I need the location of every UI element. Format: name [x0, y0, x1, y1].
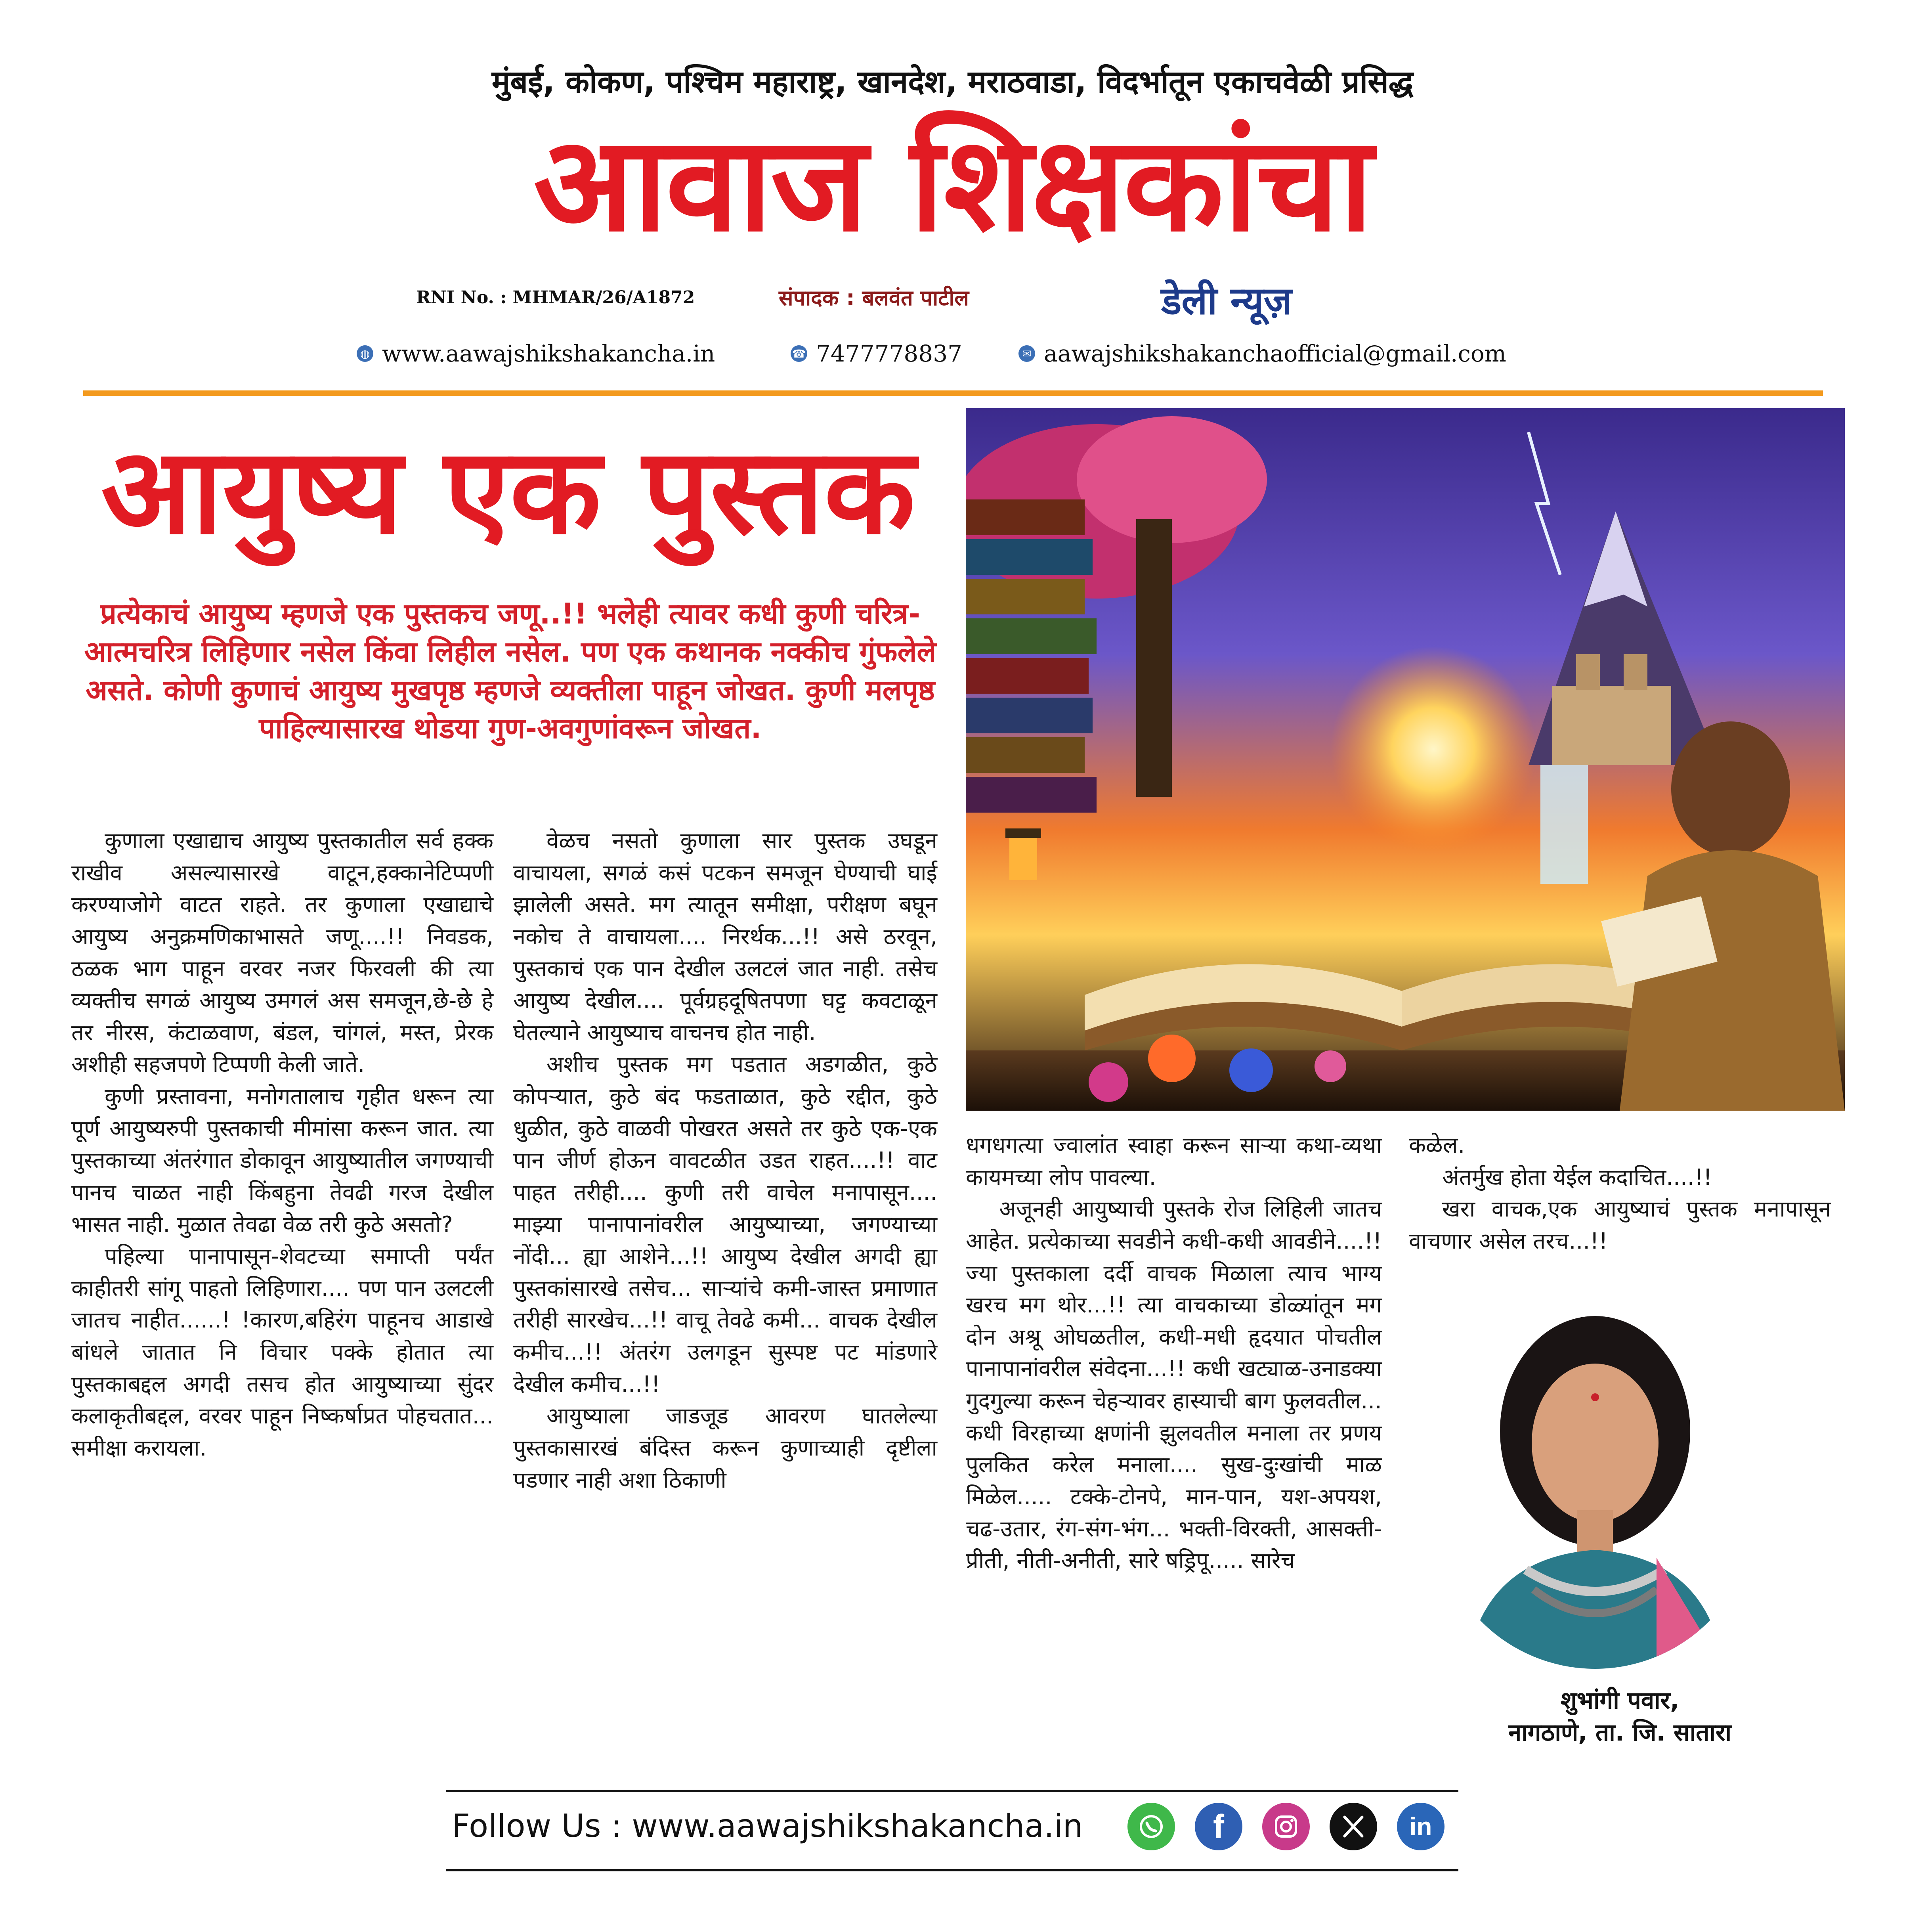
author-place: नागठाणे, ता. जि. सातारा: [1508, 1719, 1732, 1746]
footer-bottom-rule: [446, 1869, 1458, 1871]
article-column-2: [513, 825, 937, 1496]
paragraph: कुणाला एखाद्याच आयुष्य पुस्तकातील सर्व हक्क राखीव असल्यासारखे वाटून,हक्कानेटिप्पणी करण्याजोगे वाटत राहते. तर कुणाला एखाद्याचे आयुष्य अनुक्रमणिकाभासते जणू....!! निवडक, ठळक भाग पाहून वरवर नजर फिरवली की त्या व्यक्तीच सगळं आयुष्य उमगलं अस समजून,छे-छे हे तर नीरस, कंटाळवाण, बंडल, चांगलं, मस्त, प्रेरक अशीही सहजपणे टिप्पणी केली जाते.: [71, 828, 493, 1078]
paragraph: अशीच पुस्तक मग पडतात अडगळीत, कुठे कोपऱ्यात, कुठे बंद फडताळात, कुठे रद्दीत, कुठे धुळीत, कुठे वाळवी पोखरत असते तर कुठे एक-एक पान जीर्ण होऊन वावटळीत उडत राहत....!! वाट पाहत तरीही.... कुणी तरी वाचेल मनापासून.... माझ्या पानापानांवरील आयुष्याच्या, जगण्याच्या नोंदी... ह्या आशेने...!! आयुष्य देखील अगदी ह्या पुस्तकांसारखे तसेच... साऱ्यांचे कमी-जास्त प्रमाणात तरीही सारखेच...!! वाचू तेवढे कमी... वाचक देखील कमीच...!! अंतरंग उलगडून सुस्पष्ट पट मांडणारे देखील कमीच...!!: [513, 1052, 937, 1397]
paragraph: धगधगत्या ज्वालांत स्वाहा करून साऱ्या कथा-व्यथा कायमच्या लोप पावल्या.: [966, 1132, 1382, 1190]
mail-icon: ✉: [1018, 345, 1035, 362]
article-intro: प्रत्येकाचं आयुष्य म्हणजे एक पुस्तकच जणू..!! भलेही त्यावर कधी कुणी चरित्र-आत्मचरित्र लिहिणार नसेल किंवा लिहील नसेल. पण एक कथानक नक्कीच गुंफलेले असते. कोणी कुणाचं आयुष्य मुखपृष्ठ म्हणजे व्यक्तीला पाहून जोखत. कुणी मलपृष्ठ पाहिल्यासारख थोडया गुण-अवगुणांवरून जोखत.: [84, 597, 936, 745]
phone-icon: ☎: [791, 345, 807, 362]
masthead-title: आवाज शिक्षकांचा: [533, 108, 1372, 260]
rni-number: RNI No. : MHMAR/26/A1872: [416, 287, 695, 308]
paragraph: अजूनही आयुष्याची पुस्तके रोज लिहिली जातच आहेत. प्रत्येकाच्या सवडीने कधी-कधी आवडीने....!! ज्या पुस्तकाला दर्दी वाचक मिळाला त्याच भाग्य खरच मग थोर...!! त्या वाचकाच्या डोळ्यांतून मग दोन अश्रू ओघळतील, कधी-मधी हृदयात पोचतील पानापानांवरील संवेदना...!! कधी खट्याळ-उनाडक्या गुदगुल्या करून चेहऱ्यावर हास्याची बाग फुलवतील... कधी विरहाच्या क्षणांनी झुलवतील मनाला तर प्रणय पुलकित करेल मनाला.... सुख-दुःखांची माळ मिळेल..... टक्के-टोनपे, मान-पान, यश-अपयश, चढ-उतार, रंग-संग-भंग... भक्ती-विरक्ती, आसक्ती-प्रीती, नीती-अनीती, सारे षड्रिपू..... सारेच: [966, 1196, 1382, 1574]
editor-credit: संपादक : बलवंत पाटील: [779, 285, 969, 310]
facebook-icon[interactable]: f: [1195, 1803, 1242, 1850]
daily-news-label: डेली न्यूज़: [1161, 279, 1292, 323]
paragraph: अंतर्मुख होता येईल कदाचित....!!: [1442, 1164, 1712, 1190]
phone-contact[interactable]: [791, 340, 962, 367]
article-column-3: [966, 1130, 1382, 1577]
header-divider: [83, 390, 1823, 396]
email-address[interactable]: aawajshikshakanchaofficial@gmail.com: [1044, 340, 1506, 367]
instagram-icon[interactable]: [1262, 1803, 1310, 1850]
linkedin-icon[interactable]: in: [1397, 1803, 1445, 1850]
website-link[interactable]: www.aawajshikshakancha.in: [382, 340, 715, 367]
paragraph: आयुष्याला जाडजूड आवरण घातलेल्या पुस्तकासारखं बंदिस्त करून कुणाच्याही दृष्टीला पडणार नाही अशा ठिकाणी: [513, 1403, 937, 1493]
article-column-4: [1409, 1130, 1831, 1258]
phone-number[interactable]: 7477778837: [816, 340, 963, 367]
article-headline: आयुष्य एक पुस्तक: [101, 422, 915, 560]
x-icon[interactable]: [1330, 1803, 1377, 1850]
author-photo: [1435, 1312, 1756, 1669]
paragraph: वेळच नसतो कुणाला सार पुस्तक उघडून वाचायला, सगळं कसं पटकन समजून घेण्याची घाई झालेली असते. मग त्यातून समीक्षा, परीक्षण बघून नकोच ते वाचायला.... निरर्थक...!! असे ठरवून, पुस्तकाचं एक पान देखील उलटलं जात नाही. तसेच आयुष्य देखील.... पूर्वग्रहदूषितपणा घट्ट कवटाळून घेतल्याने आयुष्याच वाचनच होत नाही.: [513, 828, 937, 1046]
article-column-1: [71, 825, 493, 1465]
paragraph: कुणी प्रस्तावना, मनोगतालाच गृहीत धरून त्या पूर्ण आयुष्यरुपी पुस्तकाची मीमांसा करून जात. त्या पुस्तकाच्या अंतरंगात डोकावून आयुष्यातील जगण्याची पानच चाळत नाही किंबहुना तेवढी गरज देखील भासत नाही. मुळात तेवढा वेळ तरी कुठे असतो?: [71, 1084, 493, 1238]
author-byline: [1409, 1685, 1831, 1749]
paragraph: कळेल.: [1409, 1132, 1465, 1158]
author-name: शुभांगी पवार,: [1560, 1687, 1680, 1714]
tagline: मुंबई, कोकण, पश्चिम महाराष्ट्र, खानदेश, मराठवाडा, विदर्भातून एकाचवेळी प्रसिद्ध: [491, 64, 1414, 100]
whatsapp-icon[interactable]: [1127, 1803, 1175, 1850]
hero-illustration: [966, 408, 1845, 1111]
email-contact[interactable]: [1018, 340, 1506, 367]
paragraph: पहिल्या पानापासून-शेवटच्या समाप्ती पर्यंत काहीतरी सांगू पाहतो लिहिणारा.... पण पान उलटली जातच नाहीत......! !कारण,बहिरंग पाहूनच आडाखे बांधले जातात नि विचार पक्के होतात त्या पुस्तकाबद्दल अगदी तसच होत आयुष्याच्या सुंदर कलाकृतीबद्दल, वरवर पाहून निष्कर्षाप्रत पोहचतात... समीक्षा करायला.: [71, 1243, 493, 1461]
follow-us-text[interactable]: Follow Us : www.aawajshikshakancha.in: [452, 1808, 1083, 1844]
paragraph: खरा वाचक,एक आयुष्याचं पुस्तक मनापासून वाचणार असेल तरच...!!: [1409, 1196, 1831, 1254]
footer-top-rule: [446, 1790, 1458, 1792]
website-contact[interactable]: [357, 340, 715, 367]
globe-icon: ◍: [357, 345, 373, 362]
